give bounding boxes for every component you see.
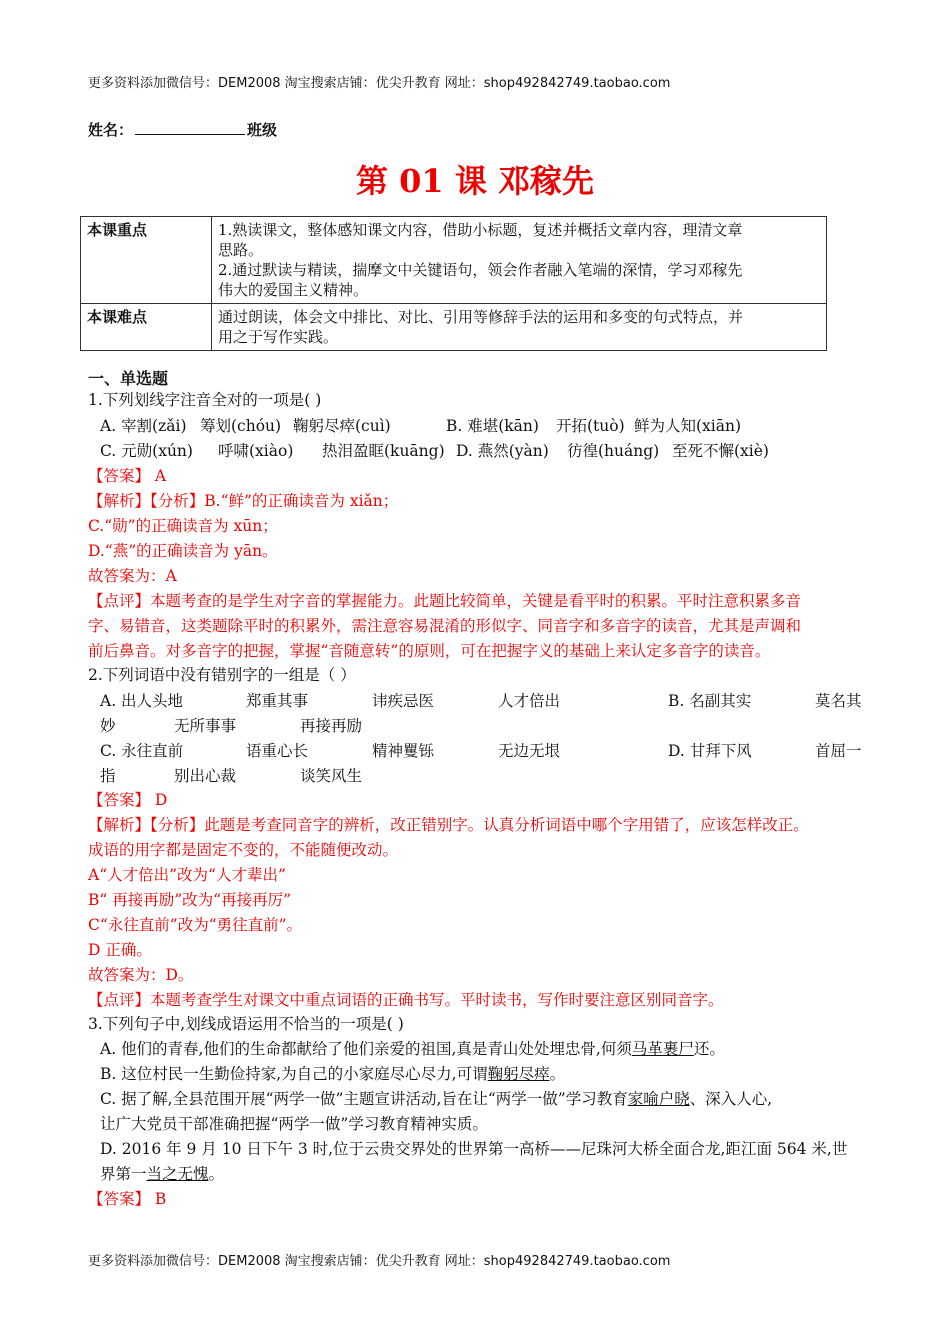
q2-analysis-line: 【解析】【分析】此题是考查同音字的辨析，改正错别字。认真分析词语中哪个字用错了，应该怎样改正。 xyxy=(88,816,809,834)
q2-word: 谈笑风生 xyxy=(300,767,363,785)
q1-analysis-line: C.“勋”的正确读音为 xūn； xyxy=(88,517,278,535)
q2-word: 指 xyxy=(100,767,116,785)
focus-content xyxy=(212,217,827,304)
q3-option-d-end: 。 xyxy=(208,1165,225,1183)
difficulty-line: 通过朗读，体会文中排比、对比、引用等修辞手法的运用和多变的句式特点，并 xyxy=(218,308,744,326)
q2-word: D. 甘拜下风 xyxy=(668,742,752,760)
page-header: 更多资料添加微信号：DEM2008 淘宝搜索店铺：优尖升教育 网址：shop492842749.taobao.com xyxy=(88,76,671,91)
q1-comment-line: 字、易错音，这类题除平时的积累外，需注意容易混淆的形似字、同音字和多音字的读音，尤其是声调和 xyxy=(88,617,802,635)
lesson-title: 第 01 课 邓稼先 xyxy=(356,162,594,200)
q1-analysis-line: 故答案为：A xyxy=(88,567,177,585)
q1-option-c2: 呼啸(xiào) xyxy=(218,442,294,460)
page-footer: 更多资料添加微信号：DEM2008 淘宝搜索店铺：优尖升教育 网址：shop492842749.taobao.com xyxy=(88,1254,671,1269)
focus-line: 伟大的爱国主义精神。 xyxy=(218,281,369,299)
q1-option-a3: 鞠躬尽瘁(cuì) xyxy=(293,417,391,435)
focus-line: 2.通过默读与精读，揣摩文中关键语句，领会作者融入笔端的深情，学习邓稼先 xyxy=(218,261,743,279)
q3-option-a-idiom: 马革裹尸 xyxy=(631,1040,694,1058)
q3-option-c-end: 、深入人心, xyxy=(689,1090,773,1108)
q3-option-a-text: A. 他们的青春,他们的生命都献给了他们亲爱的祖国,真是青山处处埋忠骨,何须 xyxy=(100,1040,632,1058)
q2-word: A. 出人头地 xyxy=(100,692,184,710)
q2-stem: 2.下列词语中没有错别字的一组是（ ） xyxy=(88,666,356,684)
q2-word: 语重心长 xyxy=(246,742,309,760)
q2-word: B. 名副其实 xyxy=(668,692,752,710)
q3-option-c-text: C. 据了解,全县范围开展“两学一做”主题宣讲活动,旨在让“两学一做”学习教育 xyxy=(100,1090,628,1108)
focus-line: 思路。 xyxy=(218,241,264,259)
q3-stem: 3.下列句子中,划线成语运用不恰当的一项是( ) xyxy=(88,1015,404,1033)
q3-option-a-end: 还。 xyxy=(693,1040,725,1058)
q3-answer: 【答案】 B xyxy=(88,1190,167,1208)
q2-analysis-line: B“ 再接再励”改为“再接再厉” xyxy=(88,891,292,909)
q2-word: C. 永往直前 xyxy=(100,742,184,760)
q2-word: 讳疾忌医 xyxy=(372,692,435,710)
q2-word: 别出心裁 xyxy=(174,767,237,785)
class-label: 班级 xyxy=(247,121,278,139)
q1-comment-line: 前后鼻音。对多音字的把握，掌握“音随意转”的原则，可在把握字义的基础上来认定多音字的读音。 xyxy=(88,642,771,660)
q1-analysis-line: D.“燕”的正确读音为 yān。 xyxy=(88,542,278,560)
difficulty-label: 本课难点 xyxy=(81,304,212,351)
q2-analysis-line: D 正确。 xyxy=(88,941,152,959)
q3-option-b xyxy=(100,1063,565,1085)
q3-option-a xyxy=(100,1038,725,1060)
q2-word: 无边无垠 xyxy=(498,742,561,760)
student-name-line xyxy=(88,119,277,140)
q1-answer: 【答案】 A xyxy=(88,467,167,485)
q1-stem: 1.下列划线字注音全对的一项是( ) xyxy=(88,391,322,409)
q1-option-d1: D. 燕然(yàn) xyxy=(456,442,549,460)
q3-option-d-idiom: 当之无愧 xyxy=(146,1165,209,1183)
name-blank[interactable] xyxy=(135,120,245,135)
q3-option-c xyxy=(100,1088,772,1110)
q2-answer: 【答案】 D xyxy=(88,791,168,809)
q1-analysis-line: 【解析】【分析】B.“鲜”的正确读音为 xiǎn； xyxy=(88,492,399,510)
q2-word: 郑重其事 xyxy=(246,692,309,710)
q2-word: 妙 xyxy=(100,717,116,735)
q2-analysis-line: C“永往直前”改为“勇往直前”。 xyxy=(88,916,303,934)
focus-label: 本课重点 xyxy=(81,217,212,304)
q2-analysis-line: A“人才倍出”改为“人才辈出” xyxy=(88,866,286,884)
q1-option-d3: 至死不懈(xiè) xyxy=(672,442,769,460)
lesson-goals-table xyxy=(80,216,827,351)
q2-word: 再接再励 xyxy=(300,717,363,735)
q2-word: 无所事事 xyxy=(174,717,237,735)
q2-word: 莫名其 xyxy=(815,692,862,710)
q3-option-c-cont: 让广大党员干部准确把握“两学一做”学习教育精神实质。 xyxy=(100,1115,488,1133)
q1-option-b3: 鲜为人知(xiān) xyxy=(634,417,742,435)
q1-option-c3: 热泪盈眶(kuāng) xyxy=(322,442,445,460)
focus-line: 1.熟读课文，整体感知课文内容，借助小标题，复述并概括文章内容，理清文章 xyxy=(218,221,743,239)
q1-option-c1: C. 元勋(xún) xyxy=(100,442,193,460)
q2-analysis-line: 成语的用字都是固定不变的，不能随便改动。 xyxy=(88,841,399,859)
q2-word: 首屈一 xyxy=(815,742,862,760)
name-label: 姓名： xyxy=(88,121,134,139)
q3-option-d-cont xyxy=(100,1163,224,1185)
q1-option-b2: 开拓(tuò) xyxy=(556,417,625,435)
q3-option-b-end: 。 xyxy=(549,1065,566,1083)
difficulty-content xyxy=(212,304,827,351)
q1-comment-line: 【点评】本题考查的是学生对字音的掌握能力。此题比较简单，关键是看平时的积累。平时注意积累多音 xyxy=(88,592,802,610)
q3-option-d: D. 2016 年 9 月 10 日下午 3 时,位于云贵交界处的世界第一高桥——尼珠河大桥全面合龙,距江面 564 米,世 xyxy=(100,1140,848,1158)
q3-option-d-text: 界第一 xyxy=(100,1165,147,1183)
q3-option-b-text: B. 这位村民一生勤俭持家,为自己的小家庭尽心尽力,可谓 xyxy=(100,1065,488,1083)
q1-option-a1: A. 宰割(zǎi) xyxy=(100,417,187,435)
q2-comment: 【点评】本题考查学生对课文中重点词语的正确书写。平时读书，写作时要注意区别同音字。 xyxy=(88,991,724,1009)
q1-option-a2: 筹划(chóu) xyxy=(200,417,282,435)
q2-analysis-line: 故答案为：D。 xyxy=(88,966,194,984)
q3-option-c-idiom: 家喻户晓 xyxy=(627,1090,690,1108)
section-title: 一、单选题 xyxy=(88,369,169,388)
q2-word: 人才倍出 xyxy=(498,692,561,710)
difficulty-line: 用之于写作实践。 xyxy=(218,328,339,346)
q1-option-d2: 彷徨(huáng) xyxy=(567,442,660,460)
q3-option-b-idiom: 鞠躬尽瘁 xyxy=(487,1065,550,1083)
q1-option-b1: B. 难堪(kān) xyxy=(446,417,539,435)
q2-word: 精神矍铄 xyxy=(372,742,435,760)
